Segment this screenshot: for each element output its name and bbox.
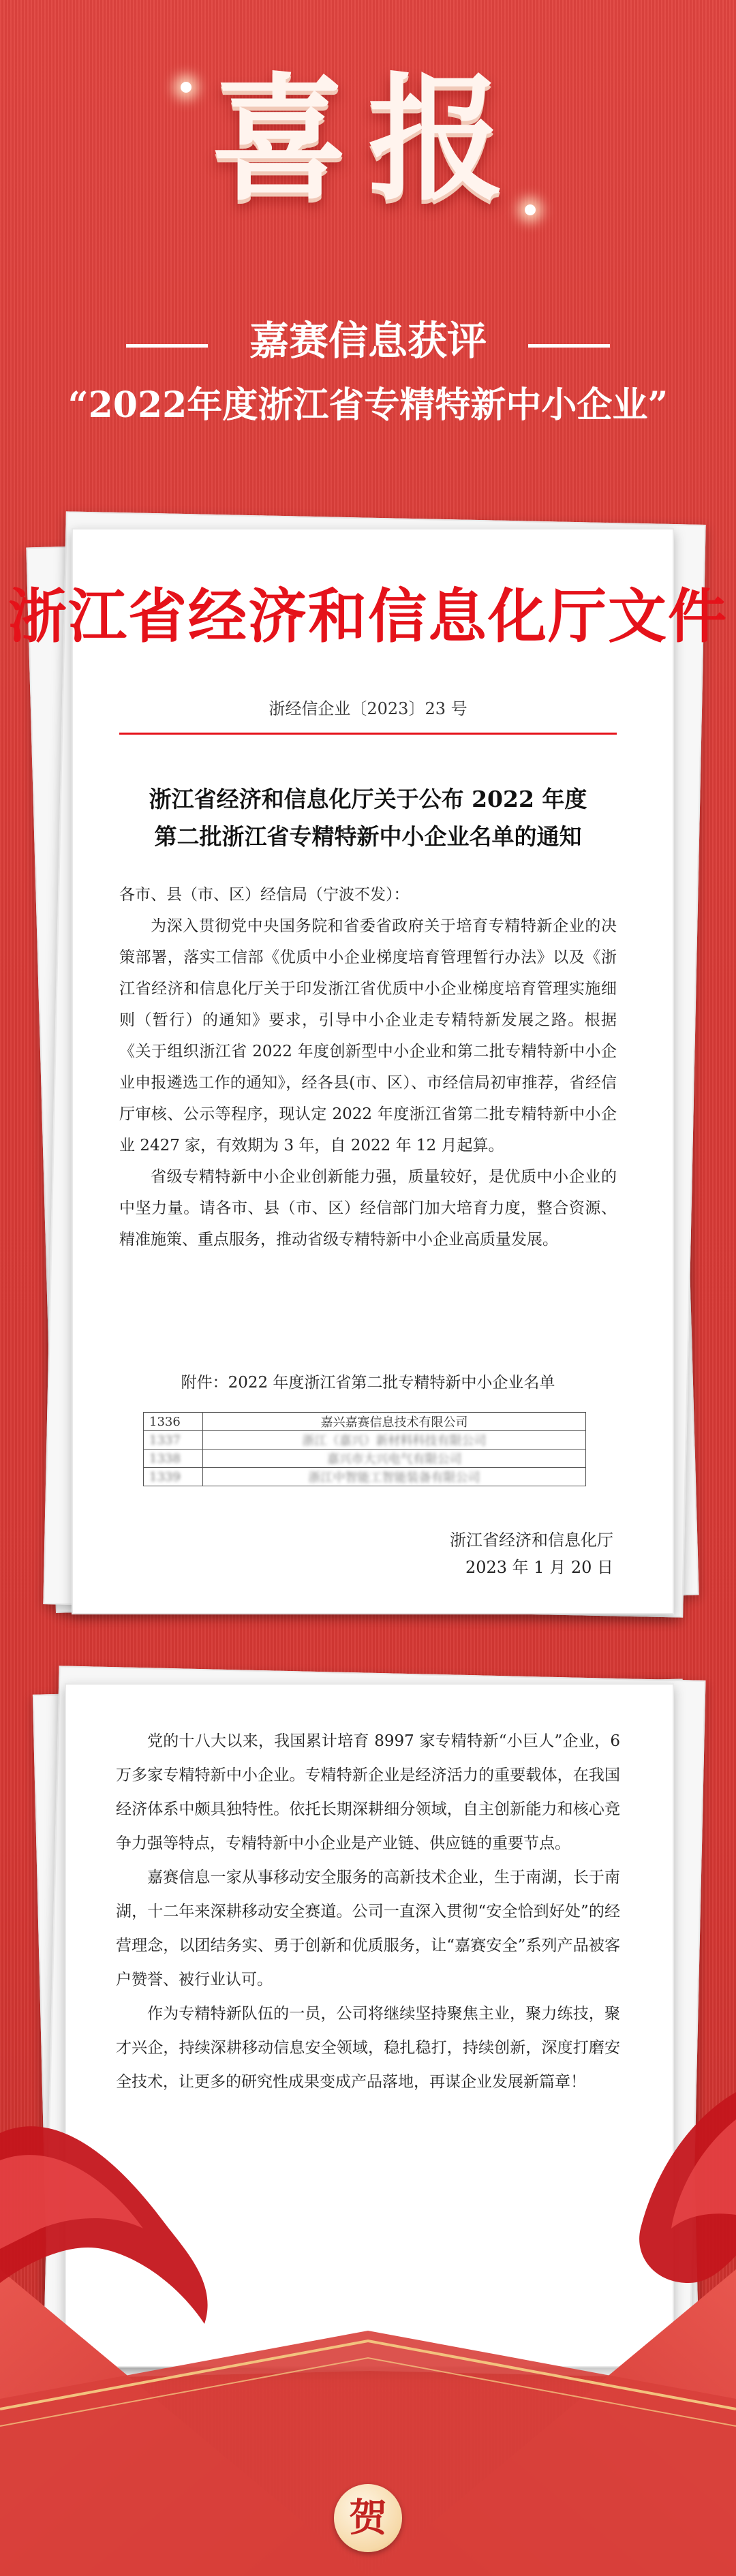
notice-paragraph: 为深入贯彻党中央国务院和省委省政府关于培育专精特新企业的决策部署，落实工信部《优质中小企业梯度培育管理暂行办法》以及《浙江省经济和信息化厅关于印发浙江省优质中小企业梯度培育管理实施细则（暂行）的通知》要求，引导中小企业走专精特新发展之路。根据《关于组织浙江省 2022 年度创新型中小企业和第二批专精特新中小企业申报遴选工作的通知》，经各县(市、区）、市经信局初审推荐，省经信厅审核、公示等程序，现认定 2022 年度浙江省第二批专精特新中小企业 2427 家，有效期为 3 年，自 2022 年 12 月起算。 [119, 917, 617, 1154]
annex-table [143, 1412, 586, 1486]
table-row [144, 1413, 586, 1431]
notice-title-line1: 浙江省经济和信息化厅关于公布 2022 年度 [149, 786, 587, 812]
table-row [144, 1450, 586, 1468]
table-row [144, 1468, 586, 1486]
congratulations-badge: 贺 [334, 2484, 402, 2552]
annex-label: 附件：2022 年度浙江省第二批专精特新中小企业名单 [181, 1374, 555, 1392]
article-paragraph: 嘉赛信息一家从事移动安全服务的高新技术企业，生于南湖，长于南湖，十二年来深耕移动安全赛道。公司一直深入贯彻“安全恰到好处”的经营理念，以团结务实、勇于创新和优质服务，让“嘉赛安全”系列产品被客户赞誉、被行业认可。 [116, 1869, 620, 1989]
ribbon-decoration [0, 2079, 736, 2365]
notice-body [119, 879, 617, 1255]
table-cell-number: 1337 [144, 1431, 203, 1450]
notice-paragraph: 省级专精特新中小企业创新能力强，质量较好，是优质中小企业的中坚力量。请各市、县（市、区）经信部门加大培育力度，整合资源、精准施策、重点服务，推动省级专精特新中小企业高质量发展。 [119, 1168, 617, 1248]
notice-title-line2: 第二批浙江省专精特新中小企业名单的通知 [154, 823, 582, 850]
document-number: 浙经信企业〔2023〕23 号 [269, 699, 467, 718]
table-cell-company: 浙江中智能工智能装备有限公司 [203, 1468, 586, 1486]
document-title: 浙江省经济和信息化厅文件 [8, 582, 728, 651]
article-paragraph: 作为专精特新队伍的一员，公司将继续坚持聚焦主业，聚力练技，聚才兴企，持续深耕移动信息安全领域，稳扎稳打，持续创新，深度打磨安全技术，让更多的研究性成果变成产品落地，再谋企业发展新篇章！ [116, 2005, 620, 2091]
subtitle-company: 嘉赛信息获评 [249, 318, 487, 364]
subtitle-award: “2022年度浙江省专精特新中小企业” [67, 384, 669, 426]
table-cell-company: 浙江（嘉兴）新材料科技有限公司 [203, 1431, 586, 1450]
salutation: 各市、县（市、区）经信局（宁波不发）： [119, 886, 410, 904]
table-row [144, 1431, 586, 1450]
signature-org: 浙江省经济和信息化厅 [450, 1531, 613, 1550]
table-cell-number: 1338 [144, 1450, 203, 1468]
article-paragraph: 党的十八大以来，我国累计培育 8997 家专精特新“小巨人”企业，6 万多家专精特新中小企业。专精特新企业是经济活力的重要载体，在我国经济体系中颇具独特性。依托长期深耕细分领域，自主创新能力和核心竞争力强等特点，专精特新中小企业是产业链、供应链的重要节点。 [116, 1732, 620, 1852]
article-body [116, 1724, 620, 2099]
notice-title [89, 780, 647, 855]
table-cell-number: 1336 [144, 1413, 203, 1431]
red-divider [119, 733, 617, 735]
table-cell-company: 嘉兴嘉赛信息技术有限公司 [203, 1413, 586, 1431]
headline: 喜报 [211, 59, 525, 219]
table-cell-number: 1339 [144, 1468, 203, 1486]
table-cell-company: 嘉兴市大兴电气有限公司 [203, 1450, 586, 1468]
right-dash [528, 344, 610, 348]
signature-date: 2023 年 1 月 20 日 [465, 1558, 613, 1577]
signature-block [382, 1527, 613, 1581]
